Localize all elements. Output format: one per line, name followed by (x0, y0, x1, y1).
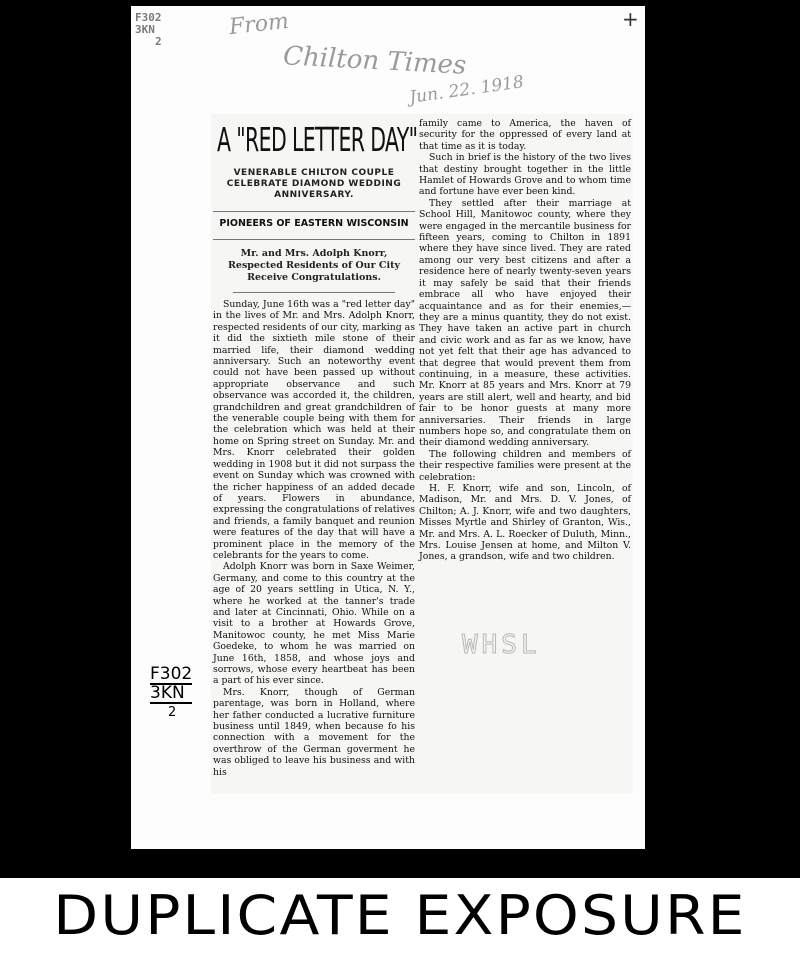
stamp-line: 3KN (150, 685, 192, 704)
newspaper-clipping (211, 114, 633, 794)
paragraph: The following children and members of their respective families were present at the celebration: (419, 448, 631, 483)
article-headline: A "RED LETTER DAY" (217, 120, 418, 159)
stamp-line: F302 (150, 664, 193, 684)
paragraph: Adolph Knorr was born in Saxe Weimer, Germany, and come to this country at the age of 20 years settling in Utica, N. Y., where he worked at the tanner's trade and later at Cincinnati, Ohio. While on a visit to a brother at Howards Grove, Manitowoc county, he met Miss Marie Goedeke, to whom he was married on June 16th, 1858, and whose joys and sorrows, whose every heartbeat has been a part of his ever since. (213, 561, 415, 687)
handwritten-paper-name: Chilton Times (282, 41, 468, 81)
stamp-line: 2 (155, 35, 162, 48)
paragraph: Sunday, June 16th was a "red letter day" in the lives of Mr. and Mrs. Adolph Knorr, respected residents of our city, marking as it did the sixtieth mile stone of their married life, their diamond wedding anniversary. Such an noteworthy event could not have been passed up without appropriate observance and such observance was accorded it, the children, grandchildren and great grandchildren of the venerable couple being with them for the celebration which was held at their home on Spring street on Sunday. Mr. and Mrs. Knorr celebrated their golden wedding in 1908 but it did not surpass the event on Sunday which was crowned with the richer happiness of an added decade of years. Flowers in abundance, expressing the congratulations of relatives and friends, a family banquet and reunion were features of the day that will have a prominent place in the memory of the celebrants for the years to come. (213, 299, 415, 561)
paragraph: They settled after their marriage at School Hill, Manitowoc county, where they were engaged in the mercantile business for fifteen years, coming to Chilton in 1891 where they have since lived. They are rated among our very best citizens and after a residence here of nearly twenty-seven years it may safely be said that their friends embrace all who have enjoyed their acquaintance and as for their enemies,—they are a minus quantity, they do not exist. They have taken an active part in church and civic work and as far as we know, have not yet felt that their age has advanced to that degree that would prevent them from continuing, in a measure, these activities. Mr. Knorr at 85 years and Mrs. Knorr at 79 years are still alert, well and hearty, and bid fair to be honor guests at many more anniversaries. Their friends in large numbers hope so, and congratulate them on their diamond wedding anniversary. (419, 197, 631, 449)
article-subhead: PIONEERS OF EASTERN WISCONSIN (213, 211, 415, 229)
library-watermark: WHSL (462, 630, 541, 660)
article-body-col1 (213, 299, 415, 778)
article-column-1 (213, 114, 418, 778)
archive-sheet (131, 6, 645, 849)
catalog-stamp-top (135, 12, 162, 48)
paragraph: family came to America, the haven of security for the oppressed of every land at that time as it is today. (419, 118, 631, 152)
divider (233, 292, 395, 293)
catalog-stamp-left (150, 666, 192, 721)
article-column-2 (419, 118, 631, 563)
handwritten-date: Jun. 22. 1918 (408, 72, 526, 108)
banner-text: DUPLICATE EXPOSURE (53, 884, 747, 947)
article-byline-deck: Mr. and Mrs. Adolph Knorr, Respected Residents of Our City Receive Congratulations. (213, 239, 415, 284)
paragraph: Such in brief is the history of the two lives that destiny brought together in the little Hamlet of Howards Grove and to whom time and fortune have ever been kind. (419, 152, 631, 198)
handwritten-from: From (227, 8, 291, 41)
corner-plus-mark: + (622, 7, 639, 31)
stamp-line: 3KN (135, 23, 155, 36)
paragraph: H. F. Knorr, wife and son, Lincoln, of Madison, Mr. and Mrs. D. V. Jones, of Chilton; A. J. Knorr, wife and two daughters, Misses Myrtle and Shirley of Granton, Wis., Mr. and Mrs. A. L. Roecker of Duluth, Minn., Mrs. Louise Jensen at home, and Milton V. Jones, a grandson, wife and two children. (419, 483, 631, 563)
stamp-line: 2 (168, 705, 177, 720)
stamp-line: F302 (135, 11, 162, 24)
article-body-col2 (419, 118, 631, 563)
paragraph: Mrs. Knorr, though of German parentage, was born in Holland, where her father conducted a lucrative furniture business until 1849, when because fo his connection with a movement for the overthrow of the German goverment he was obliged to leave his business and with his (213, 686, 415, 778)
article-deck: VENERABLE CHILTON COUPLE CELEBRATE DIAMOND WEDDING ANNIVERSARY. (226, 168, 402, 200)
